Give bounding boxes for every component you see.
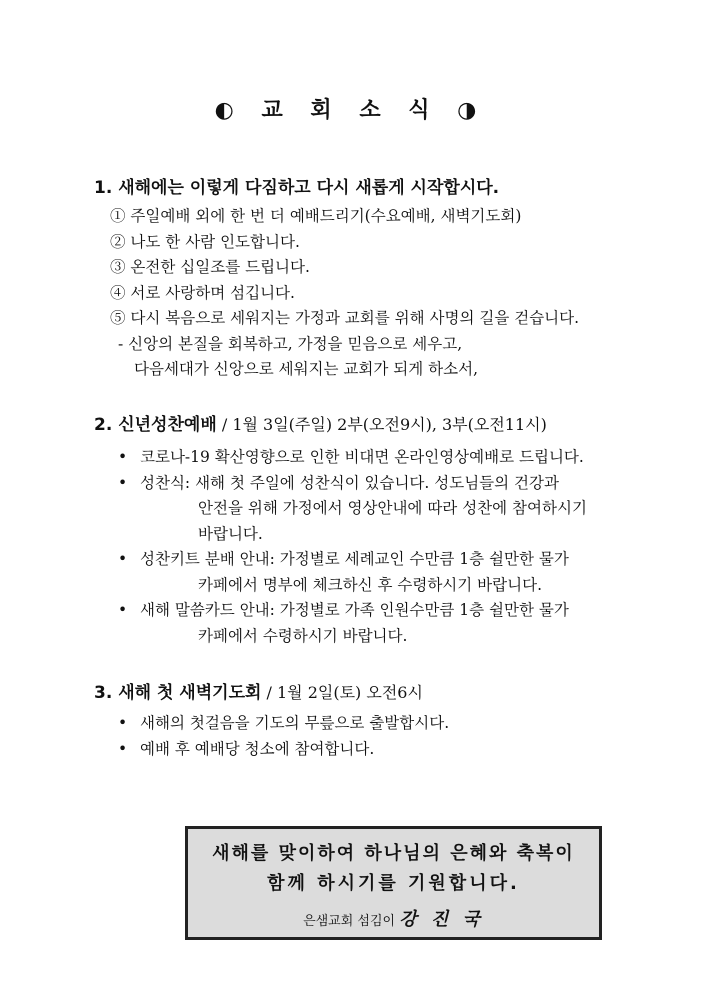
section-1-note: 다음세대가 신앙으로 세워지는 교회가 되게 하소서, [134,360,478,378]
section-3-heading: 3. 새해 첫 새벽기도회 / 1월 2일(토) 오전6시 [94,683,423,703]
bullet-item: • 성찬키트 분배 안내: 가정별로 세례교인 수만큼 1층 쉴만한 물가 [118,550,569,568]
blessing-line-2: 함께 하시기를 기원합니다. [267,873,520,894]
section-1 [94,176,661,383]
bullet-item: • 성찬식: 새해 첫 주일에 성찬식이 있습니다. 성도님들의 건강과 [118,473,559,492]
signature-name: 강 진 국 [399,909,484,930]
section-2-heading: 2. 신년성찬예배 / 1월 3일(주일) 2부(오전9시), 3부(오전11시) [94,415,547,435]
section-1-item: ⑤ 다시 복음으로 세워지는 가정과 교회를 위해 사명의 길을 걷습니다. [110,309,580,327]
signature: 은샘교회 섬김이 강 진 국 [303,909,484,930]
bullet-item: • 코로나-19 확산영향으로 인한 비대면 온라인영상예배로 드립니다. [118,448,584,466]
section-1-item: ④ 서로 사랑하며 섬깁니다. [110,283,295,302]
bullet-item-cont: 안전을 위해 가정에서 영상안내에 따라 성찬에 참여하시기 [198,499,587,517]
bullet-item-cont: 카페에서 명부에 체크하신 후 수령하시기 바랍니다. [198,575,542,594]
section-3 [94,681,661,762]
bullet-item-cont: 바랍니다. [198,524,263,543]
blessing-line-1: 새해를 맞이하여 하나님의 은혜와 축복이 [212,843,575,864]
bullet-item-cont: 카페에서 수령하시기 바랍니다. [198,626,408,645]
section-2 [94,413,661,649]
bullet-item: • 새해의 첫걸음을 기도의 무릎으로 출발합시다. [118,714,450,732]
section-1-item: ① 주일예배 외에 한 번 더 예배드리기(수요예배, 새벽기도회) [110,207,522,225]
section-1-item: ③ 온전한 십일조를 드립니다. [110,258,310,276]
blessing-box [185,826,602,940]
section-1-heading: 1. 새해에는 이렇게 다짐하고 다시 새롭게 시작합시다. [94,178,500,198]
bullet-item: • 새해 말씀카드 안내: 가정별로 가족 인원수만큼 1층 쉴만한 물가 [118,601,569,619]
section-1-item: ② 나도 한 사람 인도합니다. [110,232,300,251]
section-1-note: - 신앙의 본질을 회복하고, 가정을 믿음으로 세우고, [118,334,463,353]
page-title: ◐ 교 회 소 식 ◑ [214,98,487,123]
bullet-item: • 예배 후 예배당 청소에 참여합니다. [118,739,375,758]
